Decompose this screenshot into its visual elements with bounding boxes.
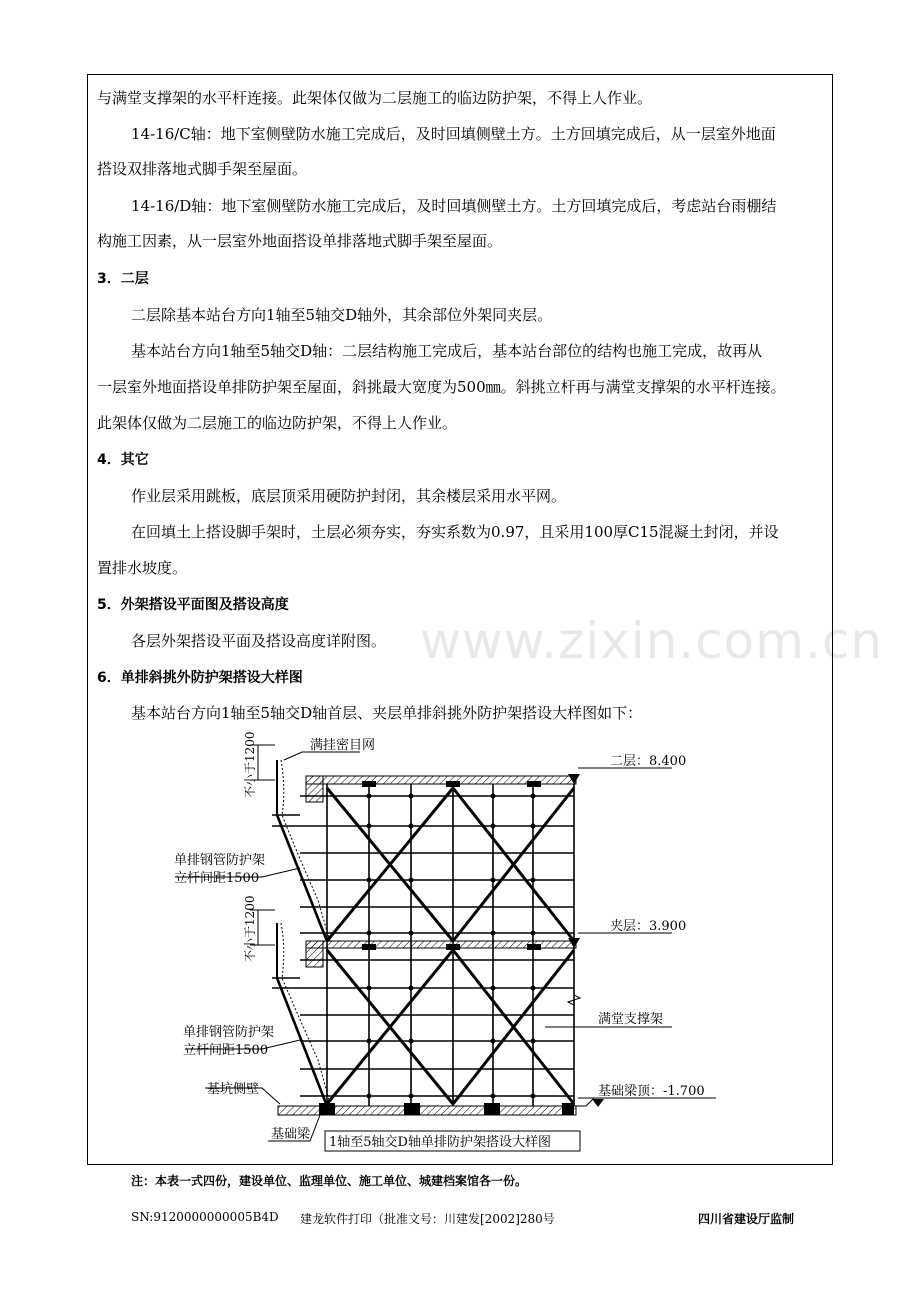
paragraph-line: 搭设双排落地式脚手架至屋面。 (97, 160, 308, 178)
paragraph-line: 在回填土上搭设脚手架时，土层必须夯实，夯实系数为0.97，且采用100厚C15混凝土封闭，并设 (131, 523, 779, 541)
supervising-authority: 四川省建设厅监制 (698, 1212, 795, 1226)
label-guard-lower-b: 立杆间距1500 (183, 1043, 269, 1058)
paragraph-line: 基本站台方向1轴至5轴交D轴：二层结构施工完成后，基本站台部位的结构也施工完成，故再从 (131, 342, 763, 360)
label-level-2: 二层：8.400 (610, 754, 687, 769)
slab-level-2 (306, 776, 576, 802)
section-heading: 6．单排斜挑外防护架搭设大样图 (97, 670, 303, 686)
foundation-base (278, 1103, 576, 1115)
label-foundation-beam: 基础梁 (271, 1127, 311, 1142)
serial-number: SN:9120000000005B4D (131, 1210, 279, 1224)
watermark: www.zixin.com.cn (420, 612, 884, 670)
label-guard-upper-a: 单排钢管防护架 (174, 853, 266, 868)
section-heading: 3．二层 (97, 271, 149, 287)
paragraph-line: 作业层采用跳板，底层顶采用硬防护封闭，其余楼层采用水平网。 (131, 487, 567, 505)
label-pit-wall: 基坑侧壁 (207, 1082, 260, 1097)
label-guard-lower-a: 单排钢管防护架 (183, 1025, 275, 1040)
label-height-mid: 不小于1200 (243, 895, 257, 962)
paragraph-line: 与满堂支撑架的水平杆连接。此架体仅做为二层施工的临边防护架，不得上人作业。 (97, 89, 653, 107)
label-level-foundation: 基础梁顶：-1.700 (598, 1084, 705, 1099)
label-height-top: 不小于1200 (243, 731, 257, 798)
paragraph-line: 构施工因素，从一层室外地面搭设单排落地式脚手架至屋面。 (97, 232, 503, 250)
paragraph-line: 此架体仅做为二层施工的临边防护架，不得上人作业。 (97, 414, 458, 432)
paragraph-line: 一层室外地面搭设单排防护架至屋面，斜挑最大宽度为500㎜。斜挑立杆再与满堂支撑架的水平杆连接。 (97, 378, 786, 396)
break-line (568, 990, 580, 1010)
label-level-mezzanine: 夹层：3.900 (610, 919, 687, 934)
section-heading: 4．其它 (97, 452, 149, 468)
drawing-caption: 1轴至5轴交D轴单排防护架搭设大样图 (329, 1135, 551, 1150)
paragraph-line: 14-16/D轴：地下室侧壁防水施工完成后，及时回填侧壁土方。土方回填完成后，考虑站台雨棚结 (131, 197, 777, 215)
software-print-note: 建龙软件打印（批准文号：川建发[2002]280号 (300, 1212, 555, 1226)
label-net: 满挂密目网 (310, 738, 376, 753)
paragraph-line: 二层除基本站台方向1轴至5轴交D轴外，其余部位外架同夹层。 (131, 306, 553, 324)
paragraph-line: 14-16/C轴：地下室侧壁防水施工完成后，及时回填侧壁土方。土方回填完成后，从一层室外地面 (131, 125, 776, 143)
paragraph-line: 各层外架搭设平面及搭设高度详附图。 (131, 632, 387, 650)
paragraph-line: 置排水坡度。 (97, 559, 188, 577)
paragraph-line: 基本站台方向1轴至5轴交D轴首层、夹层单排斜挑外防护架搭设大样图如下： (131, 704, 643, 722)
label-support-frame: 满堂支撑架 (598, 1012, 664, 1027)
footer-note: 注：本表一式四份，建设单位、监理单位、施工单位、城建档案馆各一份。 (131, 1174, 528, 1188)
section-heading: 5．外架搭设平面图及搭设高度 (97, 597, 289, 613)
label-guard-upper-b: 立杆间距1500 (174, 871, 260, 886)
